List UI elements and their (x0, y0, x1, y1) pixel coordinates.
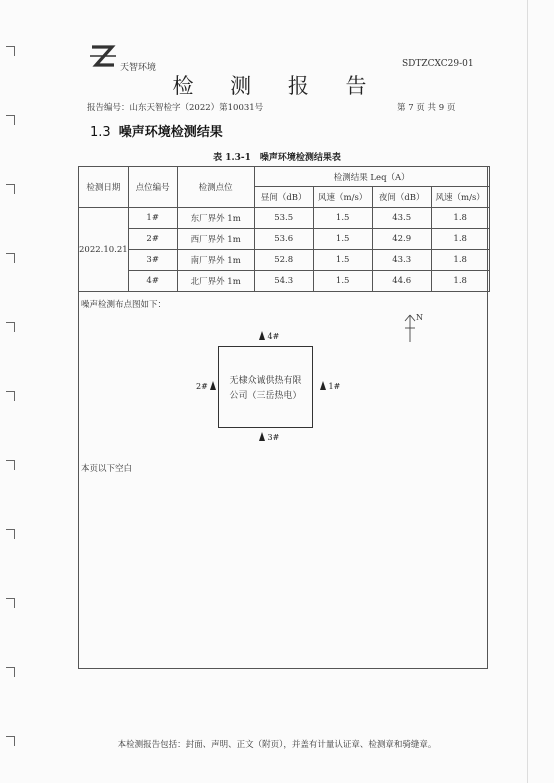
factory-name (218, 374, 313, 404)
wind-day-cell: 1.5 (313, 250, 372, 271)
point-label: 3# (267, 433, 280, 442)
noise-results-table (78, 166, 490, 292)
point-label: 1# (328, 382, 341, 391)
footer-note: 本检测报告包括：封面、声明、正文（附页），并盖有计量认证章、检测章和骑缝章。 (117, 740, 437, 750)
section-number: 1.3 (90, 125, 111, 140)
wind-day-cell: 1.5 (313, 271, 372, 292)
table-caption: 表 1.3-1 噪声环境检测结果表 (213, 153, 341, 163)
header-wind-day: 风速（m/s） (313, 187, 372, 208)
logo-text: 天智环境 (120, 63, 157, 73)
night-cell: 44.6 (372, 271, 431, 292)
monitoring-point-2 (196, 381, 216, 391)
monitoring-point-3 (259, 432, 279, 442)
binding-mark (6, 391, 15, 401)
table-row (79, 271, 490, 292)
north-arrow-icon (404, 313, 416, 343)
header-date: 检测日期 (79, 167, 129, 208)
location-cell: 东厂界外 1m (177, 208, 254, 229)
header-day: 昼间（dB） (254, 187, 313, 208)
table-row (79, 229, 490, 250)
day-cell: 54.3 (254, 271, 313, 292)
night-cell: 43.3 (372, 250, 431, 271)
point-label: 4# (267, 332, 280, 341)
night-cell: 43.5 (372, 208, 431, 229)
triangle-marker-icon (259, 432, 265, 441)
section-title: 噪声环境检测结果 (118, 125, 223, 140)
north-label: N (416, 313, 423, 322)
table-row (79, 208, 490, 229)
header-point-no: 点位编号 (128, 167, 177, 208)
point-cell: 3# (128, 250, 177, 271)
monitoring-point-4 (259, 331, 279, 341)
page-title: 检 测 报 告 (172, 74, 382, 98)
wind-day-cell: 1.5 (313, 208, 372, 229)
triangle-marker-icon (210, 381, 216, 390)
wind-day-cell: 1.5 (313, 229, 372, 250)
wind-night-cell: 1.8 (431, 271, 489, 292)
date-cell: 2022.10.21 (79, 208, 129, 292)
layout-diagram-label: 噪声检测布点图如下： (81, 300, 167, 310)
location-cell: 西厂界外 1m (177, 229, 254, 250)
binding-mark (6, 667, 15, 677)
binding-mark (6, 322, 15, 332)
day-cell: 53.6 (254, 229, 313, 250)
point-cell: 1# (128, 208, 177, 229)
report-number: 报告编号：山东天智检字（2022）第10031号 (87, 103, 264, 113)
section-heading (90, 121, 223, 140)
header-location: 检测点位 (177, 167, 254, 208)
point-cell: 4# (128, 271, 177, 292)
location-cell: 北厂界外 1m (177, 271, 254, 292)
header-result-group: 检测结果 Leq（A） (254, 167, 489, 187)
day-cell: 53.5 (254, 208, 313, 229)
seal-edge-line (527, 0, 528, 783)
triangle-marker-icon (320, 381, 326, 390)
point-cell: 2# (128, 229, 177, 250)
wind-night-cell: 1.8 (431, 208, 489, 229)
night-cell: 42.9 (372, 229, 431, 250)
header-night: 夜间（dB） (372, 187, 431, 208)
triangle-marker-icon (259, 331, 265, 340)
factory-name-line: 公司（三岳热电） (229, 391, 302, 401)
header-wind-night: 风速（m/s） (431, 187, 489, 208)
company-logo-icon (88, 43, 118, 71)
binding-mark (6, 460, 15, 470)
location-cell: 南厂界外 1m (177, 250, 254, 271)
monitoring-point-1 (320, 381, 340, 391)
wind-night-cell: 1.8 (431, 250, 489, 271)
factory-name-line: 无棣众诚供热有限 (229, 376, 302, 386)
table-header-row (79, 167, 490, 187)
binding-mark (6, 253, 15, 263)
day-cell: 52.8 (254, 250, 313, 271)
point-label: 2# (196, 382, 208, 391)
binding-mark (6, 115, 15, 125)
table-row (79, 250, 490, 271)
wind-night-cell: 1.8 (431, 229, 489, 250)
binding-mark (6, 529, 15, 539)
page-number: 第 7 页 共 9 页 (397, 103, 456, 113)
binding-mark (6, 184, 15, 194)
blank-note: 本页以下空白 (81, 464, 133, 474)
binding-mark (6, 46, 15, 56)
document-code: SDTZCXC29-01 (402, 59, 474, 69)
binding-mark (6, 598, 15, 608)
